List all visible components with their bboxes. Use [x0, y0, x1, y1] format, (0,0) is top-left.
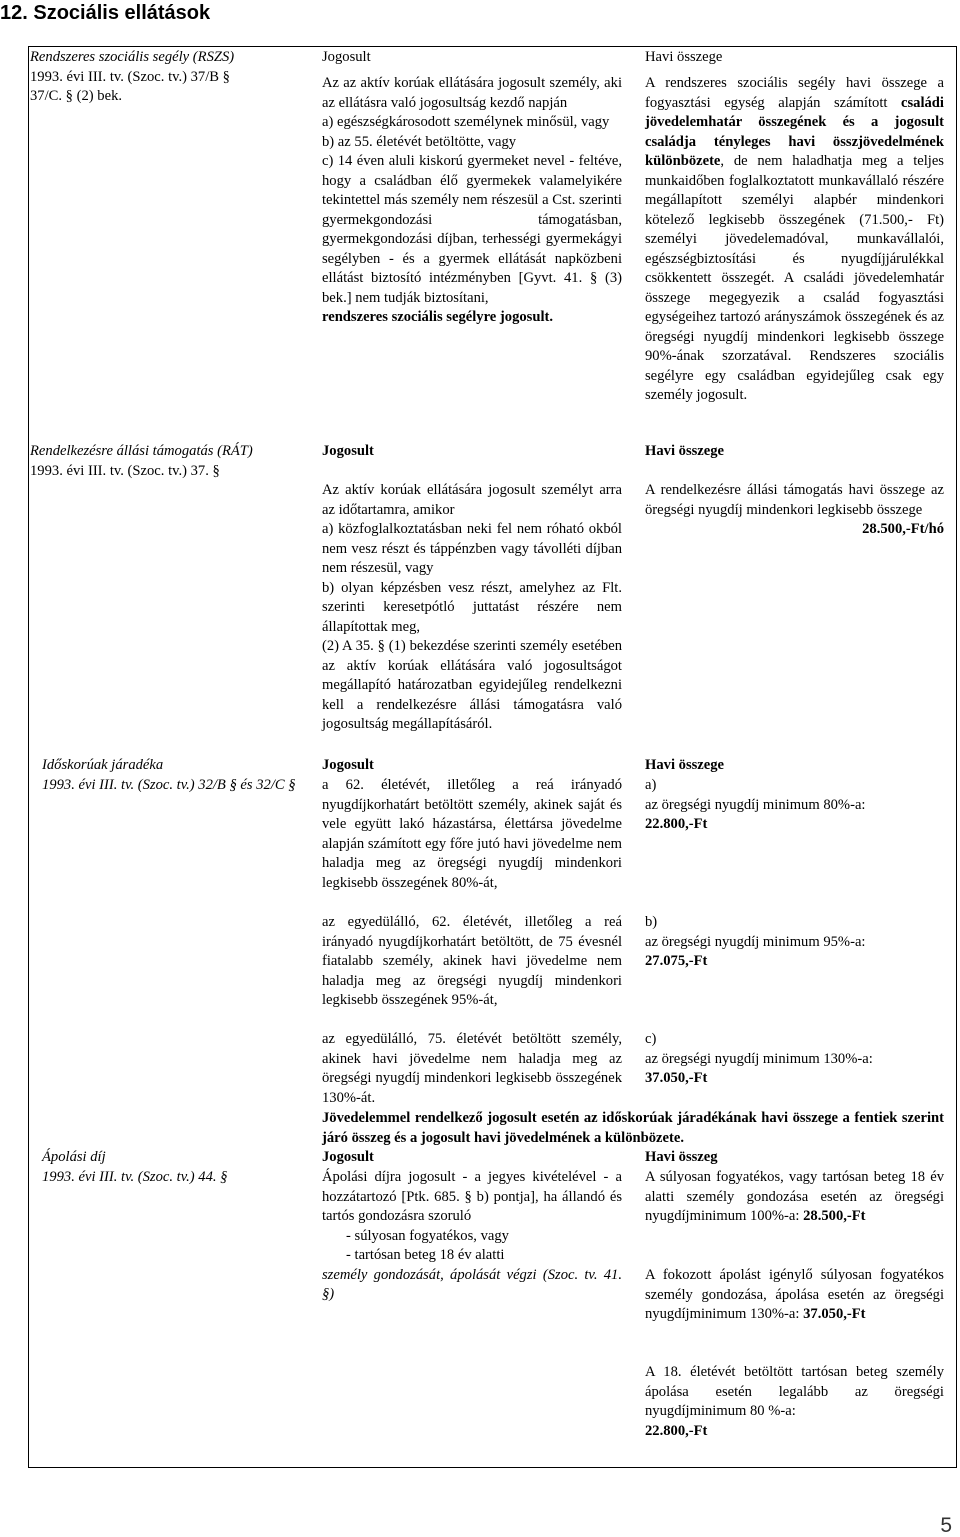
rszs-jogosult-c: c) 14 éven aluli kiskorú gyermeket nevel - feltéve, hogy a családban élő gyermekek valamelyikére tekintettel más személy nem részesül a Cst. szerinti gyermekgondozási támogatásban, gyermekgondozási díjban, terhességi gyermekágyi segélyben - és a gyermek ellátását napközbeni ellátást biztosító intézményben [Gyvt. 41. § (3) bek.] nem tudják biztosítani,	[322, 153, 622, 306]
apolasi-havi-item-1-amount: 28.500,-Ft	[803, 1208, 866, 1224]
apolasi-jogosult-item-1: - súlyosan fogyatékos, vagy	[346, 1227, 509, 1244]
apolasi-havi-item-2-amount: 37.050,-Ft	[803, 1306, 866, 1322]
page-title: 12. Szociális ellátások	[0, 2, 211, 24]
rat-jogosult-2: (2) A 35. § (1) bekezdése szerinti személy esetében az aktív korúak ellátására való jogosultságot megállapító határozatban egyidejűleg rendelkezni kell a rendelkezésre állási támogatásra való jogosultság megállapításáról.	[322, 638, 622, 732]
rszs-law-ref-2: 37/C. § (2) bek.	[30, 88, 123, 104]
idos-case-a-amount: 22.800,-Ft	[645, 816, 708, 832]
idos-title: Időskorúak járadéka	[42, 757, 164, 773]
apolasi-havi-item-2-text: A fokozott ápolást igénylő súlyosan fogyatékos személy gondozása, ápolása esetén az öregségi nyugdíjminimum 130%-a:	[645, 1267, 944, 1322]
idos-case-b-jogosult: az egyedülálló, 62. életévét, illetőleg a reá irányadó nyugdíjkorhatárt betöltött, de 75 évesnél fiatalabb személy, akinek havi jövedelme nem haladja meg az öregségi nyugdíj mindenkori legkisebb összegének 95%-át,	[322, 914, 622, 1008]
rszs-jogosult-intro: Az az aktív korúak ellátására jogosult személy, aki az ellátásra való jogosultság kezdő napján	[322, 75, 622, 111]
apolasi-havi-item-3	[645, 1363, 944, 1441]
rszs-jogosult-a: a) egészségkárosodott személynek minősül, vagy	[322, 114, 610, 130]
rszs-havi-part2: családi jövedelemhatár összegének és a jogosult családja tényleges havi összjövedelmének különbözete	[645, 94, 944, 169]
idos-jogosult-header: Jogosult	[322, 757, 374, 773]
rat-havi-amount: 28.500,-Ft/hó	[862, 521, 944, 537]
idos-case-c-jogosult: az egyedülálló, 75. életévét betöltött személy, akinek havi jövedelme nem haladja meg az öregségi nyugdíj mindenkori legkisebb összegének 130%-át.	[322, 1031, 622, 1106]
rat-havi-text: A rendelkezésre állási támogatás havi összege az öregségi nyugdíj mindenkori legkisebb összege	[645, 482, 944, 518]
apolasi-jogosult-header: Jogosult	[322, 1149, 374, 1165]
idos-note: Jövedelemmel rendelkező jogosult esetén az időskorúak járadékának havi összege a fentiek szerint járó összeg és a jogosult havi jövedelmének a különbözete.	[322, 1110, 944, 1146]
rat-legal-basis	[30, 442, 306, 481]
idos-case-b-label: b)	[645, 914, 658, 930]
idos-case-a-label: a)	[645, 777, 657, 793]
idos-case-a-havi	[645, 776, 944, 835]
apolasi-havi-item-3-text: A 18. életévét betöltött tartósan beteg személy ápolása esetén legalább az öregségi nyugdíjminimum 80 %-a:	[645, 1364, 944, 1419]
rszs-havi-header: Havi összege	[645, 49, 723, 65]
apolasi-havi-item-2	[645, 1266, 944, 1325]
apolasi-legal-basis	[42, 1148, 306, 1187]
idos-legal-basis	[42, 756, 306, 795]
rat-jogosult-intro: Az aktív korúak ellátására jogosult személyt arra az időtartamra, amikor	[322, 482, 622, 518]
idos-case-a-jogosult: a 62. életévét, illetőleg a reá irányadó nyugdíjkorhatárt betöltött személy, akinek saját és vele együtt lakó házastársa, élettársa jövedelme alapján számított egy főre jutó havi jövedelme nem haladja meg az öregségi nyugdíj mindenkori legkisebb összegének 80%-át,	[322, 777, 622, 891]
idos-case-c-label: c)	[645, 1031, 657, 1047]
apolasi-havi-item-1	[645, 1168, 944, 1227]
rszs-jogosult-cell	[322, 74, 622, 328]
idos-case-b-havi	[645, 913, 944, 972]
apolasi-jogosult-outro: személy gondozását, ápolását végzi (Szoc. tv. 41. §)	[322, 1266, 622, 1302]
apolasi-law-ref: 1993. évi III. tv. (Szoc. tv.) 44. §	[42, 1168, 228, 1185]
rat-havi-header: Havi összege	[645, 443, 725, 459]
rszs-legal-basis	[30, 48, 306, 107]
idos-case-a-text: az öregségi nyugdíj minimum 80%-a:	[645, 796, 866, 813]
apolasi-havi-item-1-text: A súlyosan fogyatékos, vagy tartósan beteg 18 év alatti személy gondozása esetén az öregségi nyugdíjminimum 100%-a:	[645, 1169, 944, 1224]
rszs-jogosult-header: Jogosult	[322, 49, 371, 65]
idos-havi-header: Havi összege	[645, 757, 725, 773]
page-number: 5	[940, 1513, 952, 1537]
rszs-jogosult-conclusion: rendszeres szociális segélyre jogosult.	[322, 309, 554, 325]
rat-law-ref: 1993. évi III. tv. (Szoc. tv.) 37. §	[30, 462, 220, 479]
apolasi-havi-header: Havi összeg	[645, 1149, 718, 1165]
rat-jogosult-cell	[322, 481, 622, 735]
rszs-havi-part3: , de nem haladhatja meg a teljes munkaidőben foglalkoztatott munkavállaló részére megállapított személyi alapbér mindenkori kötelező legkisebb összegének (71.500,- Ft) személyi jövedelemadóval, munkavállalói, egészségbiztosítási és nyugdíjjárulékkal csökkentett összegét. A családi jövedelemhatár összege megegyezik a család fogyasztási egységeihez tartozó arányszámok összegének és az öregségi nyugdíj mindenkori legkisebb összege 90%-ának szorzatával. Rendszeres szociális segélyre egy családban egyidejűleg csak egy személy jogosult.	[645, 153, 944, 403]
idos-case-c-text: az öregségi nyugdíj minimum 130%-a:	[645, 1050, 873, 1067]
rat-jogosult-b: b) olyan képzésben vesz részt, amelyhez az Flt. szerinti keresetpótló juttatást részére nem állapítottak meg,	[322, 579, 622, 635]
rszs-title: Rendszeres szociális segély (RSZS)	[30, 49, 235, 65]
rat-title: Rendelkezésre állási támogatás (RÁT)	[30, 443, 253, 459]
rszs-law-ref: 1993. évi III. tv. (Szoc. tv.) 37/B §	[30, 68, 230, 85]
idos-case-b-text: az öregségi nyugdíj minimum 95%-a:	[645, 933, 866, 950]
rszs-havi-cell	[645, 74, 944, 406]
idos-case-c-amount: 37.050,-Ft	[645, 1070, 708, 1086]
apolasi-title: Ápolási díj	[42, 1149, 106, 1165]
rat-jogosult-header: Jogosult	[322, 443, 374, 459]
rat-jogosult-a: a) közfoglalkoztatásban neki fel nem róható okból nem vesz részt és táppénzben vagy távolléti díjban nem részesül, vagy	[322, 521, 622, 576]
rszs-havi-part1: A rendszeres szociális segély havi összege a fogyasztási egység alapján számított	[645, 75, 944, 111]
apolasi-havi-item-3-amount: 22.800,-Ft	[645, 1422, 708, 1439]
apolasi-jogosult-cell	[322, 1168, 622, 1305]
apolasi-jogosult-intro: Ápolási díjra jogosult - a jegyes kivételével - a hozzátartozó [Ptk. 685. § b) pontja], ha állandó és tartós gondozásra szoruló	[322, 1169, 622, 1224]
apolasi-jogosult-item-2: - tartósan beteg 18 év alatti	[346, 1247, 505, 1263]
idos-case-c-havi	[645, 1030, 944, 1089]
idos-case-b-amount: 27.075,-Ft	[645, 953, 708, 969]
rat-havi-cell	[645, 481, 944, 540]
rszs-jogosult-b: b) az 55. életévét betöltötte, vagy	[322, 133, 517, 150]
idos-law-ref: 1993. évi III. tv. (Szoc. tv.) 32/B § és 32/C §	[42, 776, 296, 793]
